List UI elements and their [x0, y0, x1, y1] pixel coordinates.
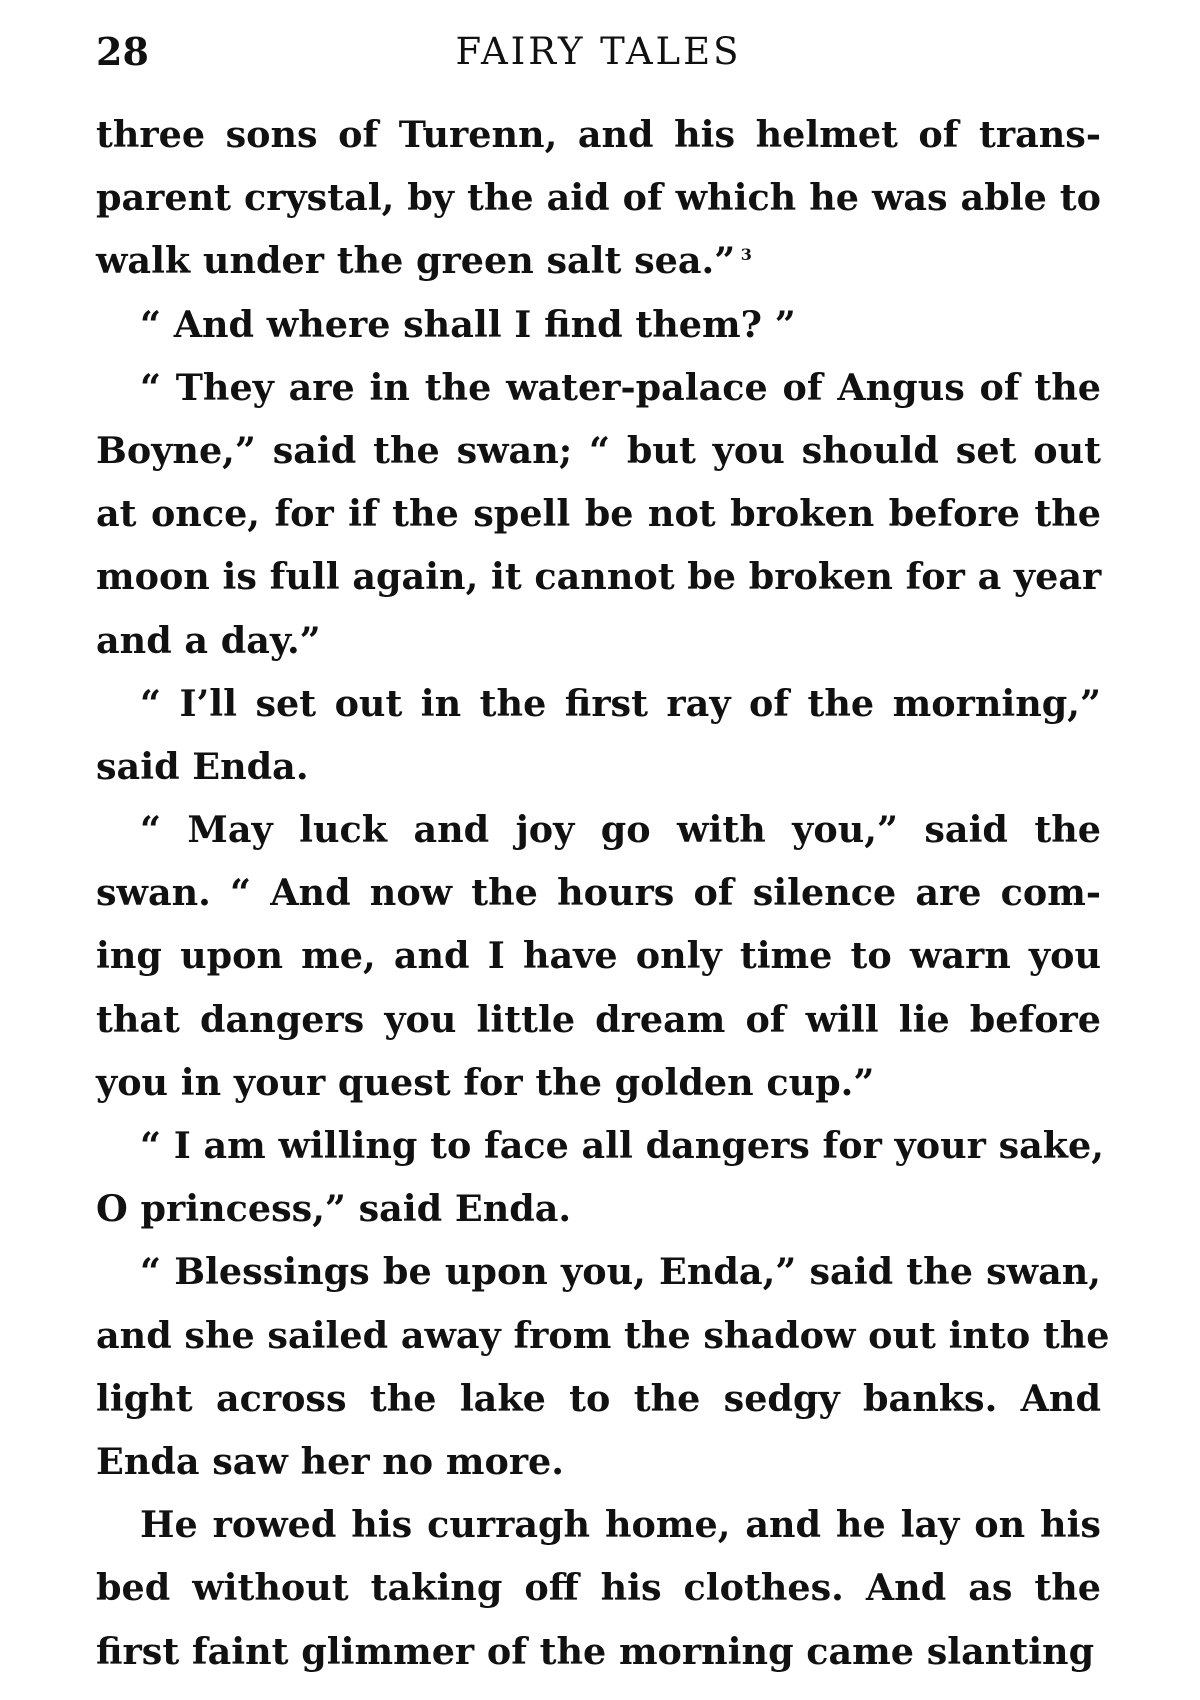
paragraph: [96, 1493, 1101, 1683]
paragraph: [96, 1114, 1104, 1240]
text-line: three sons of Turenn, and his helmet of trans-: [96, 113, 1101, 156]
running-title: FAIRY TALES: [455, 30, 742, 73]
text-line: “ They are in the water-palace of Angus of the: [140, 365, 1101, 409]
text-line: parent crystal, by the aid of which he was able to: [96, 176, 1101, 220]
text-line: O princess,” said Enda.: [96, 1187, 572, 1231]
page-number: 28: [96, 29, 149, 74]
text-line: light across the lake to the sedgy banks. And: [96, 1376, 1101, 1420]
text-line: “ And where shall I find them? ”: [140, 302, 796, 346]
text-line: “ I am willing to face all dangers for your sake,: [140, 1124, 1104, 1167]
paragraph: [96, 293, 1101, 356]
text-line: moon is full again, it cannot be broken for a year: [96, 555, 1102, 599]
text-line: and she sailed away from the shadow out into the: [96, 1313, 1110, 1357]
text-line: ing upon me, and I have only time to warn you: [96, 934, 1101, 978]
text-line: and a day.”: [96, 618, 321, 662]
text-line: bed without taking off his clothes. And as the: [96, 1566, 1101, 1610]
text-line: you in your quest for the golden cup.”: [96, 1060, 875, 1104]
text-line: first faint glimmer of the morning came slanting: [96, 1629, 1095, 1673]
text-line: “ May luck and joy go with you,” said the: [140, 808, 1101, 852]
footnote-reference: 3: [735, 245, 752, 265]
text-line: “ Blessings be upon you, Enda,” said the swan,: [140, 1250, 1101, 1294]
text-line: Enda saw her no more.: [96, 1439, 564, 1483]
text-line: “ I’ll set out in the first ray of the morning,”: [140, 681, 1101, 725]
running-head: [96, 22, 1101, 82]
text-line: walk under the green salt sea.” $^3$: [96, 239, 752, 283]
text-line: at once, for if the spell be not broken before the: [96, 492, 1101, 536]
text-line: said Enda.: [96, 744, 309, 788]
text-line: He rowed his curragh home, and he lay on his: [140, 1503, 1101, 1547]
body-text: [96, 103, 1110, 1683]
text-line: Boyne,” said the swan; “ but you should set out: [96, 428, 1101, 472]
text-line: swan. “ And now the hours of silence are com-: [96, 871, 1101, 915]
paragraph: [96, 798, 1101, 1114]
text-line: that dangers you little dream of will lie before: [96, 997, 1101, 1041]
paragraph: [96, 103, 1101, 293]
paragraph: [96, 356, 1101, 672]
paragraph: [96, 1240, 1110, 1493]
paragraph: [96, 672, 1101, 798]
